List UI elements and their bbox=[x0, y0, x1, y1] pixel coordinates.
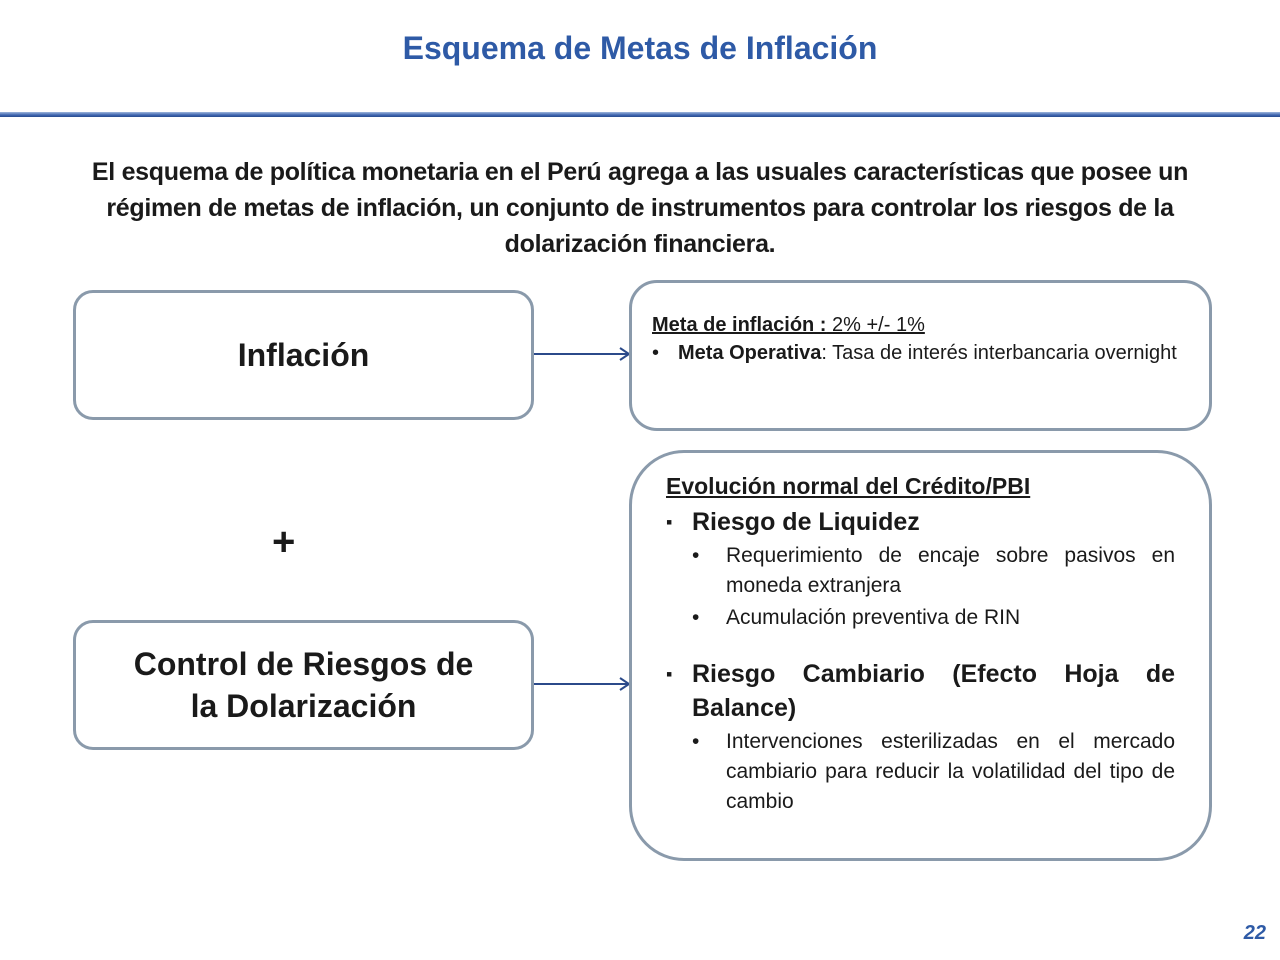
dollarization-risk-box bbox=[73, 620, 534, 750]
page-number: 22 bbox=[1243, 922, 1266, 944]
arrow-right-icon bbox=[534, 344, 632, 364]
bullet-icon: • bbox=[692, 544, 700, 567]
list-item bbox=[652, 339, 1189, 367]
square-bullet-icon: ▪ bbox=[666, 664, 673, 684]
list-item-text: Requerimiento de encaje sobre pasivos en moneda extranjera bbox=[726, 544, 1175, 597]
list-item-text: Acumulación preventiva de RIN bbox=[726, 606, 1021, 629]
bullet-icon: • bbox=[692, 730, 700, 753]
inflation-target-label: Meta de inflación : bbox=[652, 314, 827, 336]
operating-target-text: : Tasa de interés interbancaria overnight bbox=[821, 342, 1177, 364]
risk-title: Riesgo de Liquidez bbox=[692, 508, 920, 536]
list-item bbox=[692, 541, 1175, 601]
credit-evolution-box bbox=[629, 450, 1212, 861]
intro-paragraph: El esquema de política monetaria en el Perú agrega a las usuales características que posee un régimen de metas de inflación, un conjunto de instrumentos para controlar los riesgos de la dolarización financiera. bbox=[91, 158, 1189, 258]
risk-title: Riesgo Cambiario (Efecto Hoja de Balance) bbox=[692, 660, 1175, 722]
inflation-target-heading bbox=[652, 311, 1189, 339]
dollarization-box-line1: Control de Riesgos de bbox=[133, 646, 474, 682]
inflation-box bbox=[73, 290, 534, 420]
inflation-box-label: Inflación bbox=[237, 337, 370, 373]
slide-title: Esquema de Metas de Inflación bbox=[402, 30, 878, 66]
inflation-target-value: 2% +/- 1% bbox=[826, 314, 925, 336]
square-bullet-icon: ▪ bbox=[666, 512, 673, 532]
title-divider bbox=[0, 112, 1280, 117]
dollarization-box-line2: la Dolarización bbox=[190, 688, 417, 724]
risk-item bbox=[666, 505, 1175, 539]
bullet-icon: • bbox=[652, 342, 660, 364]
operating-target-label: Meta Operativa bbox=[678, 342, 822, 364]
inflation-target-box bbox=[629, 280, 1212, 431]
list-item bbox=[692, 727, 1175, 817]
risk-item bbox=[666, 657, 1175, 725]
bullet-icon: • bbox=[692, 606, 700, 629]
credit-evolution-heading: Evolución normal del Crédito/PBI bbox=[666, 473, 1031, 499]
plus-sign: + bbox=[272, 520, 296, 564]
list-item bbox=[692, 603, 1175, 633]
arrow-right-icon bbox=[534, 674, 632, 694]
list-item-text: Intervenciones esterilizadas en el mercado cambiario para reducir la volatilidad del tipo de cambio bbox=[726, 730, 1175, 813]
